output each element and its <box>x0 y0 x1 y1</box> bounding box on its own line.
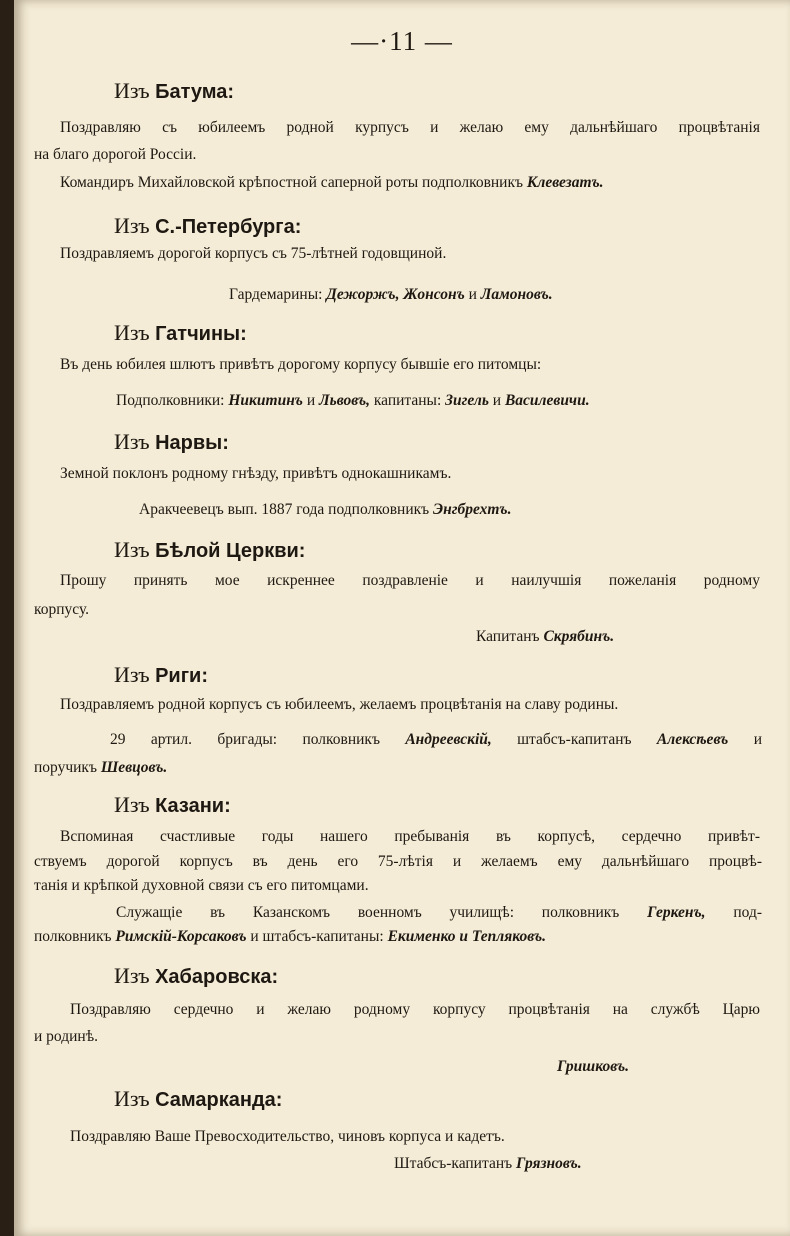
text-line <box>60 118 760 138</box>
page-number: —·11 — <box>351 26 453 56</box>
signatory-name: Ламоновъ. <box>480 286 553 303</box>
text-run: под- <box>705 904 762 921</box>
heading-preposition: Изъ <box>114 1086 150 1111</box>
heading-city: Хабаровска: <box>155 966 279 988</box>
text-line <box>60 173 604 193</box>
text-run: Поздравляю Ваше Превосходительство, чиновъ корпуса и кадетъ. <box>70 1128 505 1145</box>
text-run: Гардемарины: <box>229 286 327 303</box>
signatory-name: Зигель <box>445 392 489 409</box>
text-line <box>60 355 541 375</box>
document-page <box>14 0 790 1236</box>
signatory-name: Геркенъ, <box>647 904 706 921</box>
heading-city: Гатчины: <box>155 323 247 345</box>
signatory-name: Римскій-Корсаковъ <box>115 928 247 945</box>
signatory-name: Клевезатъ. <box>526 174 604 191</box>
text-line <box>60 695 618 715</box>
text-line <box>34 758 167 778</box>
text-line <box>139 500 511 520</box>
text-line <box>110 730 762 750</box>
text-run: и <box>488 392 505 409</box>
signatory-name: Екименко и Тепляковъ. <box>387 928 546 945</box>
text-line <box>394 1154 582 1174</box>
heading-city: Самарканда: <box>155 1089 283 1111</box>
heading-city: Казани: <box>155 795 231 817</box>
heading-preposition: Изъ <box>114 78 150 103</box>
text-run: поручикъ <box>34 759 101 776</box>
text-run: Подполковники: <box>116 392 229 409</box>
text-run: капитаны: <box>369 392 446 409</box>
text-line <box>60 464 451 484</box>
signatory-name: Шевцовъ. <box>100 759 168 776</box>
text-line <box>60 244 446 264</box>
text-line <box>34 927 546 947</box>
text-run: и родинѣ. <box>34 1028 98 1045</box>
section-heading <box>114 320 247 346</box>
text-run: и <box>302 392 320 409</box>
section-heading <box>114 792 231 818</box>
text-line <box>34 1027 98 1047</box>
signatory-name: Дежоржъ, Жонсонъ <box>326 286 465 303</box>
text-run: Прошу принять мое искреннее поздравленіе и наилучшія пожеланія родному <box>60 572 760 589</box>
heading-preposition: Изъ <box>114 213 150 238</box>
text-line <box>60 571 760 591</box>
section-heading <box>114 78 234 104</box>
heading-preposition: Изъ <box>114 963 150 988</box>
section-heading <box>114 429 229 455</box>
text-line <box>116 903 762 923</box>
text-line <box>34 852 762 872</box>
text-run: Штабсъ-капитанъ <box>394 1155 517 1172</box>
text-run: на благо дорогой Россіи. <box>34 146 197 163</box>
text-run: танія и крѣпкой духовной связи съ его питомцами. <box>34 877 369 894</box>
text-line <box>60 827 760 847</box>
section-heading <box>114 537 305 563</box>
text-run: и <box>728 731 762 748</box>
text-run: и штабсъ-капитаны: <box>246 928 388 945</box>
signatory-name: Грязновъ. <box>516 1155 582 1172</box>
text-line <box>476 627 614 647</box>
heading-preposition: Изъ <box>114 792 150 817</box>
text-run: 29 артил. бригады: полковникъ <box>110 731 406 748</box>
text-line <box>34 145 196 165</box>
heading-preposition: Изъ <box>114 320 150 345</box>
text-run: Поздравляемъ родной корпусъ съ юбилеемъ, желаемъ процвѣтанія на славу родины. <box>60 696 619 713</box>
heading-city: Нарвы: <box>155 432 229 454</box>
text-line <box>116 391 590 411</box>
signatory-name: Гришковъ. <box>557 1058 629 1075</box>
section-heading <box>114 662 208 688</box>
section-heading <box>114 963 278 989</box>
text-line <box>34 600 89 620</box>
section-heading <box>114 213 301 239</box>
text-run: Въ день юбилея шлютъ привѣтъ дорогому корпусу бывшіе его питомцы: <box>60 356 542 373</box>
text-run: штабсъ-капитанъ <box>491 731 657 748</box>
text-line <box>557 1057 629 1077</box>
signatory-name: Алексѣевъ <box>656 731 729 748</box>
text-run: Командиръ Михайловской крѣпостной саперной роты подполковникъ <box>60 174 527 191</box>
text-line <box>229 285 553 305</box>
heading-preposition: Изъ <box>114 537 150 562</box>
text-run: Земной поклонъ родному гнѣзду, привѣтъ однокашникамъ. <box>60 465 452 482</box>
text-line <box>34 876 369 896</box>
text-run: и <box>464 286 481 303</box>
heading-city: Бѣлой Церкви: <box>155 540 306 562</box>
signatory-name: Скрябинъ. <box>543 628 615 645</box>
signatory-name: Андреевскій, <box>405 731 492 748</box>
text-line <box>70 1127 505 1147</box>
heading-preposition: Изъ <box>114 662 150 687</box>
text-run: корпусу. <box>34 601 90 618</box>
text-run: ствуемъ дорогой корпусъ въ день его 75-лѣтія и желаемъ ему дальнѣйшаго процвѣ- <box>34 853 762 870</box>
section-heading <box>114 1086 282 1112</box>
text-run: Поздравляемъ дорогой корпусъ съ 75-лѣтней годовщиной. <box>60 245 447 262</box>
heading-preposition: Изъ <box>114 429 150 454</box>
text-run: Поздравляю сердечно и желаю родному корпусу процвѣтанія на службѣ Царю <box>70 1001 760 1018</box>
text-run: Служащіе въ Казанскомъ военномъ училищѣ: полковникъ <box>116 904 648 921</box>
text-run: Аракчеевецъ вып. 1887 года подполковникъ <box>139 501 434 518</box>
heading-city: Батума: <box>155 81 235 103</box>
signatory-name: Львовъ, <box>319 392 370 409</box>
text-run: Капитанъ <box>476 628 544 645</box>
heading-city: Риги: <box>155 665 208 687</box>
text-line <box>70 1000 760 1020</box>
signatory-name: Василевичи. <box>504 392 590 409</box>
text-run: Вспоминая счастливые годы нашего пребыванія въ корпусѣ, сердечно привѣт- <box>60 828 760 845</box>
signatory-name: Никитинъ <box>228 392 303 409</box>
heading-city: С.-Петербурга: <box>155 216 302 238</box>
text-run: полковникъ <box>34 928 116 945</box>
signatory-name: Энгбрехтъ. <box>433 501 512 518</box>
text-run: Поздравляю съ юбилеемъ родной курпусъ и желаю ему дальнѣйшаго процвѣтанія <box>60 119 760 136</box>
